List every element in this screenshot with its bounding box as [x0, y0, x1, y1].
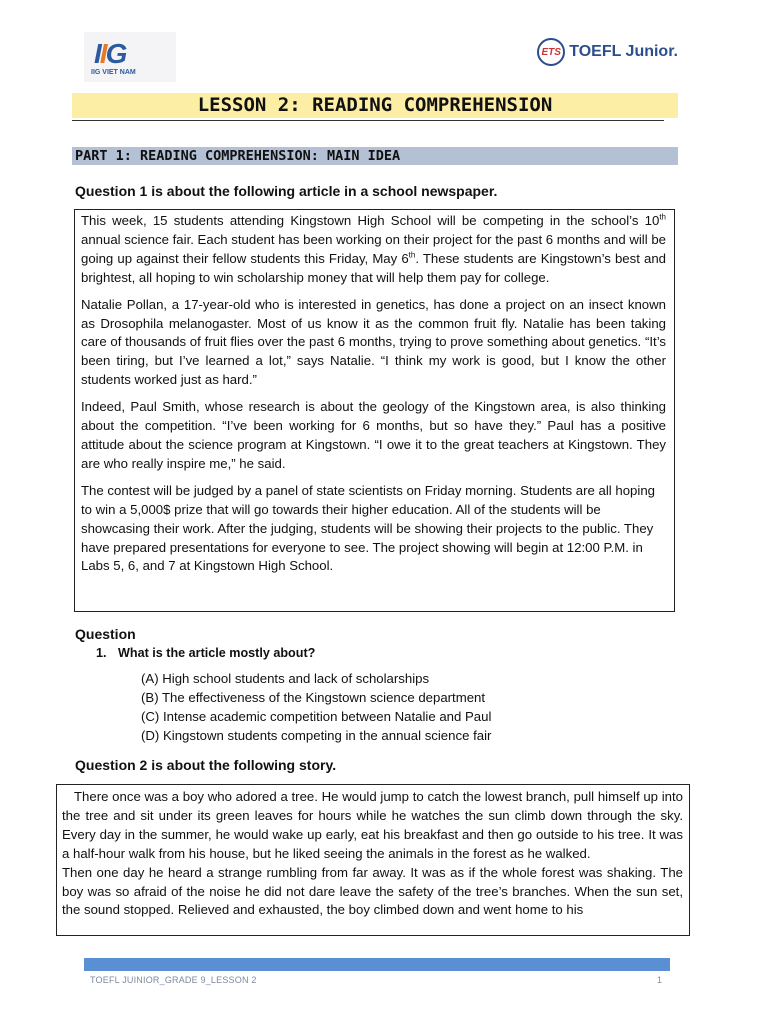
question-1-text: What is the article mostly about?: [118, 646, 316, 660]
article-paragraph-3: Indeed, Paul Smith, whose research is about the geology of the Kingstown area, is also thinking about the competition. “I’ve been working for 6 months, but so have they.” Paul has a positive attitude about the science program at Kingstown. “I owe it to the great teachers at Kingstown. They are who really inspire me,” he said.: [81, 399, 666, 471]
ets-toefl-logo: [537, 38, 678, 66]
story-box: [56, 784, 690, 936]
footer-bar: [84, 958, 670, 971]
lesson-title: LESSON 2: READING COMPREHENSION: [197, 94, 553, 116]
article-paragraph-2: Natalie Pollan, a 17-year-old who is interested in genetics, has done a project on an insect known as Drosophila melanogaster. Most of us know it as the common fruit fly. Natalie has been taking care of thousands of fruit flies over the past 6 months, trying to prove something about genetics. “It’s been tiring, but I’ve learned a lot,” says Natalie. “I think my work is good, but I know the other students worked just as hard.”: [81, 296, 666, 388]
part-title: PART 1: READING COMPREHENSION: MAIN IDEA: [75, 148, 401, 164]
ets-circle-icon: ETS: [537, 38, 565, 66]
answer-option-b[interactable]: (B) The effectiveness of the Kingstown science department: [141, 690, 486, 705]
article-paragraph-1: [81, 212, 666, 288]
page-number: 1: [657, 975, 663, 985]
footer-label: TOEFL JUINIOR_GRADE 9_LESSON 2: [90, 975, 257, 985]
story-paragraph-2: Then one day he heard a strange rumbling from far away. It was as if the whole forest was shaking. The boy was so afraid of the noise he did not dare leave the safety of the tree’s branches. When the sun set, the sound stopped. Relieved and exhausted, the boy climbed down and went home to his: [62, 864, 683, 918]
article-p1-part-c: . These students are Kingstown’s best and brightest, all hoping to win scholarship money that will help them pay for college.: [81, 250, 666, 285]
article-p1-superscript-1: th: [659, 212, 666, 222]
answer-option-d[interactable]: (D) Kingstown students competing in the annual science fair: [141, 728, 492, 743]
question-1-number: 1.: [96, 646, 107, 660]
article-box: [74, 209, 675, 612]
answer-options: [141, 669, 491, 745]
iig-logo-mark: IIG: [94, 38, 126, 69]
story-paragraph-1: There once was a boy who adored a tree. He would jump to catch the lowest branch, pull himself up into the tree and sit under its green leaves for hours while he watches the sun climb down through the sky. Every day in the summer, he would wake up early, eat his breakfast and then go outside to his tree. It was a half-hour walk from his house, but he liked seeing the animals in the forest as he walked.: [62, 789, 683, 861]
iig-logo-subtitle: IIG VIET NAM: [91, 69, 136, 76]
question-label: Question: [75, 626, 136, 642]
article-p1-superscript-2: th: [408, 250, 416, 260]
toefl-junior-text: TOEFL Junior.: [569, 43, 678, 60]
answer-option-c[interactable]: (C) Intense academic competition between Natalie and Paul: [141, 709, 492, 724]
answer-option-a[interactable]: (A) High school students and lack of scholarships: [141, 671, 430, 686]
question-1-heading: Question 1 is about the following article in a school newspaper.: [75, 183, 498, 199]
iig-logo: [84, 32, 176, 82]
article-paragraph-4: The contest will be judged by a panel of state scientists on Friday morning. Students are all hoping to win a 5,000$ prize that will go towards their higher education. All of the students will be showcasing their work. After the judging, students will be showing their projects to the public. They have prepared presentations for everyone to see. The project showing will begin at 12:00 P.M. in Labs 5, 6, and 7 at Kingstown High School.: [81, 482, 655, 574]
article-p1-part-b: annual science fair. Each student has been working on their project for the past 6 months and will be going up against their fellow students this Friday, May 6: [81, 231, 666, 266]
question-2-heading: Question 2 is about the following story.: [75, 757, 337, 773]
question-1-prompt: [96, 646, 315, 660]
article-p1-part-a: This week, 15 students attending Kingstown High School will be competing in the school’s 10: [81, 213, 660, 228]
title-underline: [72, 120, 664, 121]
